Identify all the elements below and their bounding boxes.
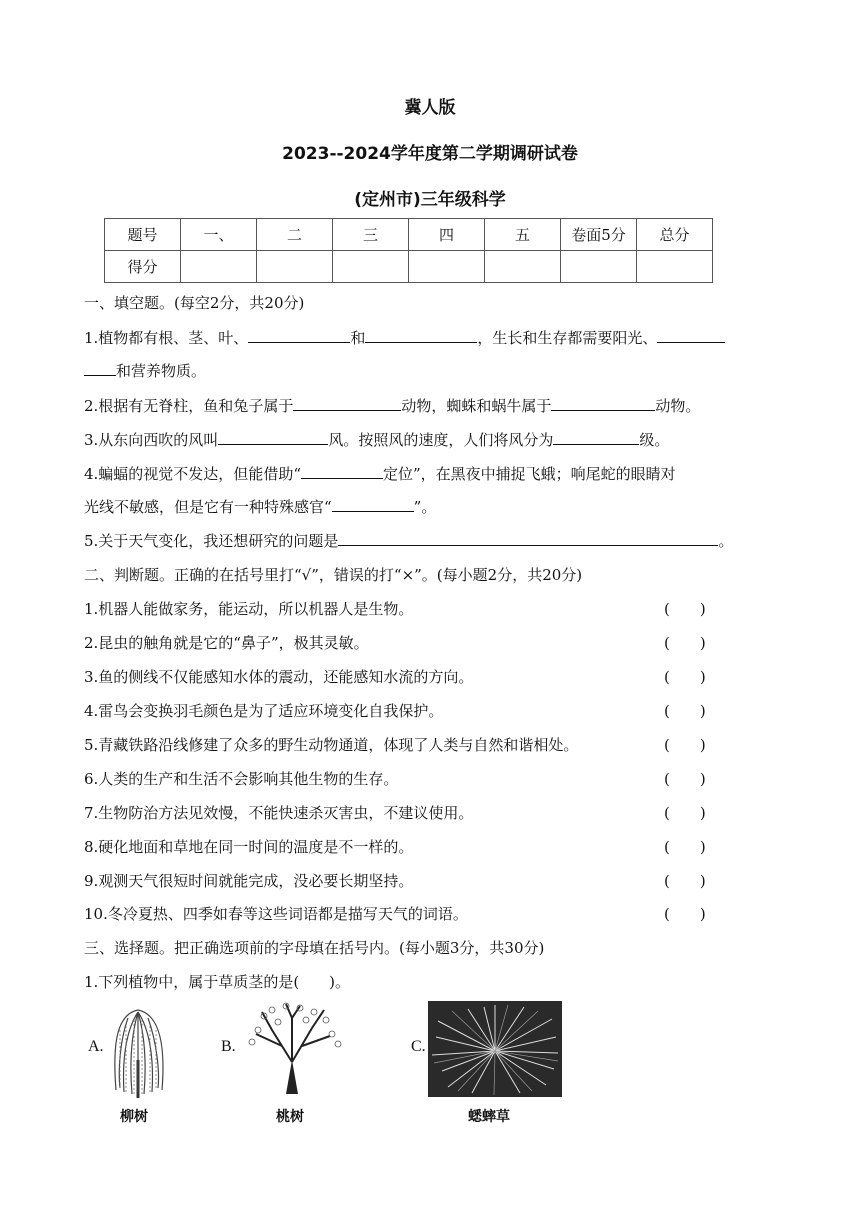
q-text: 3.从东向西吹的风叫 — [84, 431, 219, 449]
judge-item: 9.观测天气很短时间就能完成，没必要长期坚持。 — [84, 872, 414, 890]
exam-title: 2023--2024学年度第二学期调研试卷 — [282, 144, 578, 164]
score-table-score-row — [105, 251, 713, 283]
option-b-letter: B. — [221, 1038, 236, 1055]
judge-item: 5.青藏铁路沿线修建了众多的野生动物通道，体现了人类与自然和谐相处。 — [84, 736, 579, 754]
fill-question-4-cont — [84, 496, 436, 517]
option-c-letter: C. — [411, 1038, 426, 1055]
option-a-caption: 柳树 — [120, 1109, 148, 1125]
q-text: 动物，蜘蛛和蜗牛属于 — [401, 397, 552, 415]
fill-question-2 — [84, 395, 700, 416]
score-cell: 卷面5分 — [561, 219, 637, 251]
judge-item: 3.鱼的侧线不仅能感知水体的震动，还能感知水流的方向。 — [84, 668, 474, 686]
fill-question-3 — [84, 429, 669, 450]
answer-blank[interactable] — [551, 396, 655, 411]
q-text: 。 — [718, 532, 734, 550]
answer-paren[interactable]: ( ) — [664, 770, 706, 788]
answer-paren[interactable]: ( ) — [664, 634, 706, 652]
willow-tree-image[interactable] — [108, 1000, 170, 1100]
judge-item: 1.机器人能做家务，能运动，所以机器人是生物。 — [84, 600, 414, 618]
answer-blank[interactable] — [218, 430, 328, 445]
choice-question-1: 1.下列植物中，属于草质茎的是( )。 — [84, 973, 351, 991]
answer-blank[interactable] — [248, 328, 350, 343]
edition-title: 冀人版 — [404, 98, 456, 118]
fill-question-1 — [84, 327, 725, 348]
q-text: 风。按照风的速度，人们将风分为 — [328, 431, 554, 449]
score-table — [104, 218, 713, 283]
answer-paren[interactable]: ( ) — [664, 872, 706, 890]
q-text: 定位”，在黑夜中捕捉飞蛾；响尾蛇的眼睛对 — [382, 465, 676, 483]
answer-blank[interactable] — [301, 464, 383, 479]
option-c-caption: 蟋蟀草 — [468, 1109, 510, 1125]
score-input-cell[interactable] — [485, 251, 561, 283]
score-cell: 得分 — [105, 251, 181, 283]
exam-subtitle: (定州市)三年级科学 — [354, 190, 506, 210]
fill-question-4 — [84, 463, 676, 484]
judge-item: 4.雷鸟会变换羽毛颜色是为了适应环境变化自我保护。 — [84, 702, 444, 720]
score-cell: 五 — [485, 219, 561, 251]
score-cell: 二 — [257, 219, 333, 251]
score-cell: 四 — [409, 219, 485, 251]
score-input-cell[interactable] — [333, 251, 409, 283]
judge-item: 10.冬冷夏热、四季如春等这些词语都是描写天气的词语。 — [84, 905, 468, 923]
answer-paren[interactable]: ( ) — [664, 905, 706, 923]
q-text: 1.植物都有根、茎、叶、 — [84, 329, 249, 347]
answer-paren[interactable]: ( ) — [664, 804, 706, 822]
answer-blank[interactable] — [657, 328, 725, 343]
answer-blank[interactable] — [332, 497, 414, 512]
q-text: 4.蝙蝠的视觉不发达，但能借助“ — [84, 465, 301, 483]
section3-heading: 三、选择题。把正确选项前的字母填在括号内。(每小题3分，共30分) — [84, 939, 545, 957]
q-text: 2.根据有无脊柱，鱼和兔子属于 — [84, 397, 294, 415]
score-input-cell[interactable] — [561, 251, 637, 283]
judge-item: 6.人类的生产和生活不会影响其他生物的生存。 — [84, 770, 399, 788]
q-text: ，生长和生存都需要阳光、 — [477, 329, 658, 347]
q-text: 动物。 — [655, 397, 701, 415]
q-text: 5.关于天气变化，我还想研究的问题是 — [84, 532, 339, 550]
option-a-letter: A. — [88, 1038, 104, 1055]
score-input-cell[interactable] — [637, 251, 713, 283]
score-cell: 题号 — [105, 219, 181, 251]
score-cell: 总分 — [637, 219, 713, 251]
answer-paren[interactable]: ( ) — [664, 702, 706, 720]
score-cell: 三 — [333, 219, 409, 251]
answer-paren[interactable]: ( ) — [664, 736, 706, 754]
peach-tree-image[interactable] — [242, 1000, 346, 1096]
cricket-grass-image[interactable] — [428, 1001, 562, 1097]
answer-blank[interactable] — [293, 396, 401, 411]
judge-item: 8.硬化地面和草地在同一时间的温度是不一样的。 — [84, 838, 414, 856]
score-input-cell[interactable] — [181, 251, 257, 283]
option-b-caption: 桃树 — [276, 1109, 304, 1125]
answer-blank[interactable] — [338, 531, 718, 546]
q-text: 级。 — [639, 431, 670, 449]
score-input-cell[interactable] — [409, 251, 485, 283]
answer-blank[interactable] — [365, 328, 477, 343]
answer-blank[interactable] — [84, 361, 116, 376]
fill-question-5 — [84, 530, 733, 551]
section2-heading: 二、判断题。正确的在括号里打“√”，错误的打“×”。(每小题2分，共20分) — [84, 566, 583, 584]
answer-blank[interactable] — [553, 430, 639, 445]
section1-heading: 一、填空题。(每空2分，共20分) — [84, 294, 305, 312]
q-text: 光线不敏感，但是它有一种特殊感官“ — [84, 498, 332, 516]
q-text: 和营养物质。 — [116, 362, 207, 380]
q-text: 和 — [350, 329, 366, 347]
q-text: ”。 — [413, 498, 437, 516]
fill-question-1-cont — [84, 360, 206, 381]
answer-paren[interactable]: ( ) — [664, 668, 706, 686]
judge-item: 2.昆虫的触角就是它的“鼻子”，极其灵敏。 — [84, 634, 369, 652]
answer-paren[interactable]: ( ) — [664, 838, 706, 856]
score-input-cell[interactable] — [257, 251, 333, 283]
score-cell: 一、 — [181, 219, 257, 251]
judge-item: 7.生物防治方法见效慢，不能快速杀灭害虫，不建议使用。 — [84, 804, 474, 822]
answer-paren[interactable]: ( ) — [664, 600, 706, 618]
score-table-header-row — [105, 219, 713, 251]
